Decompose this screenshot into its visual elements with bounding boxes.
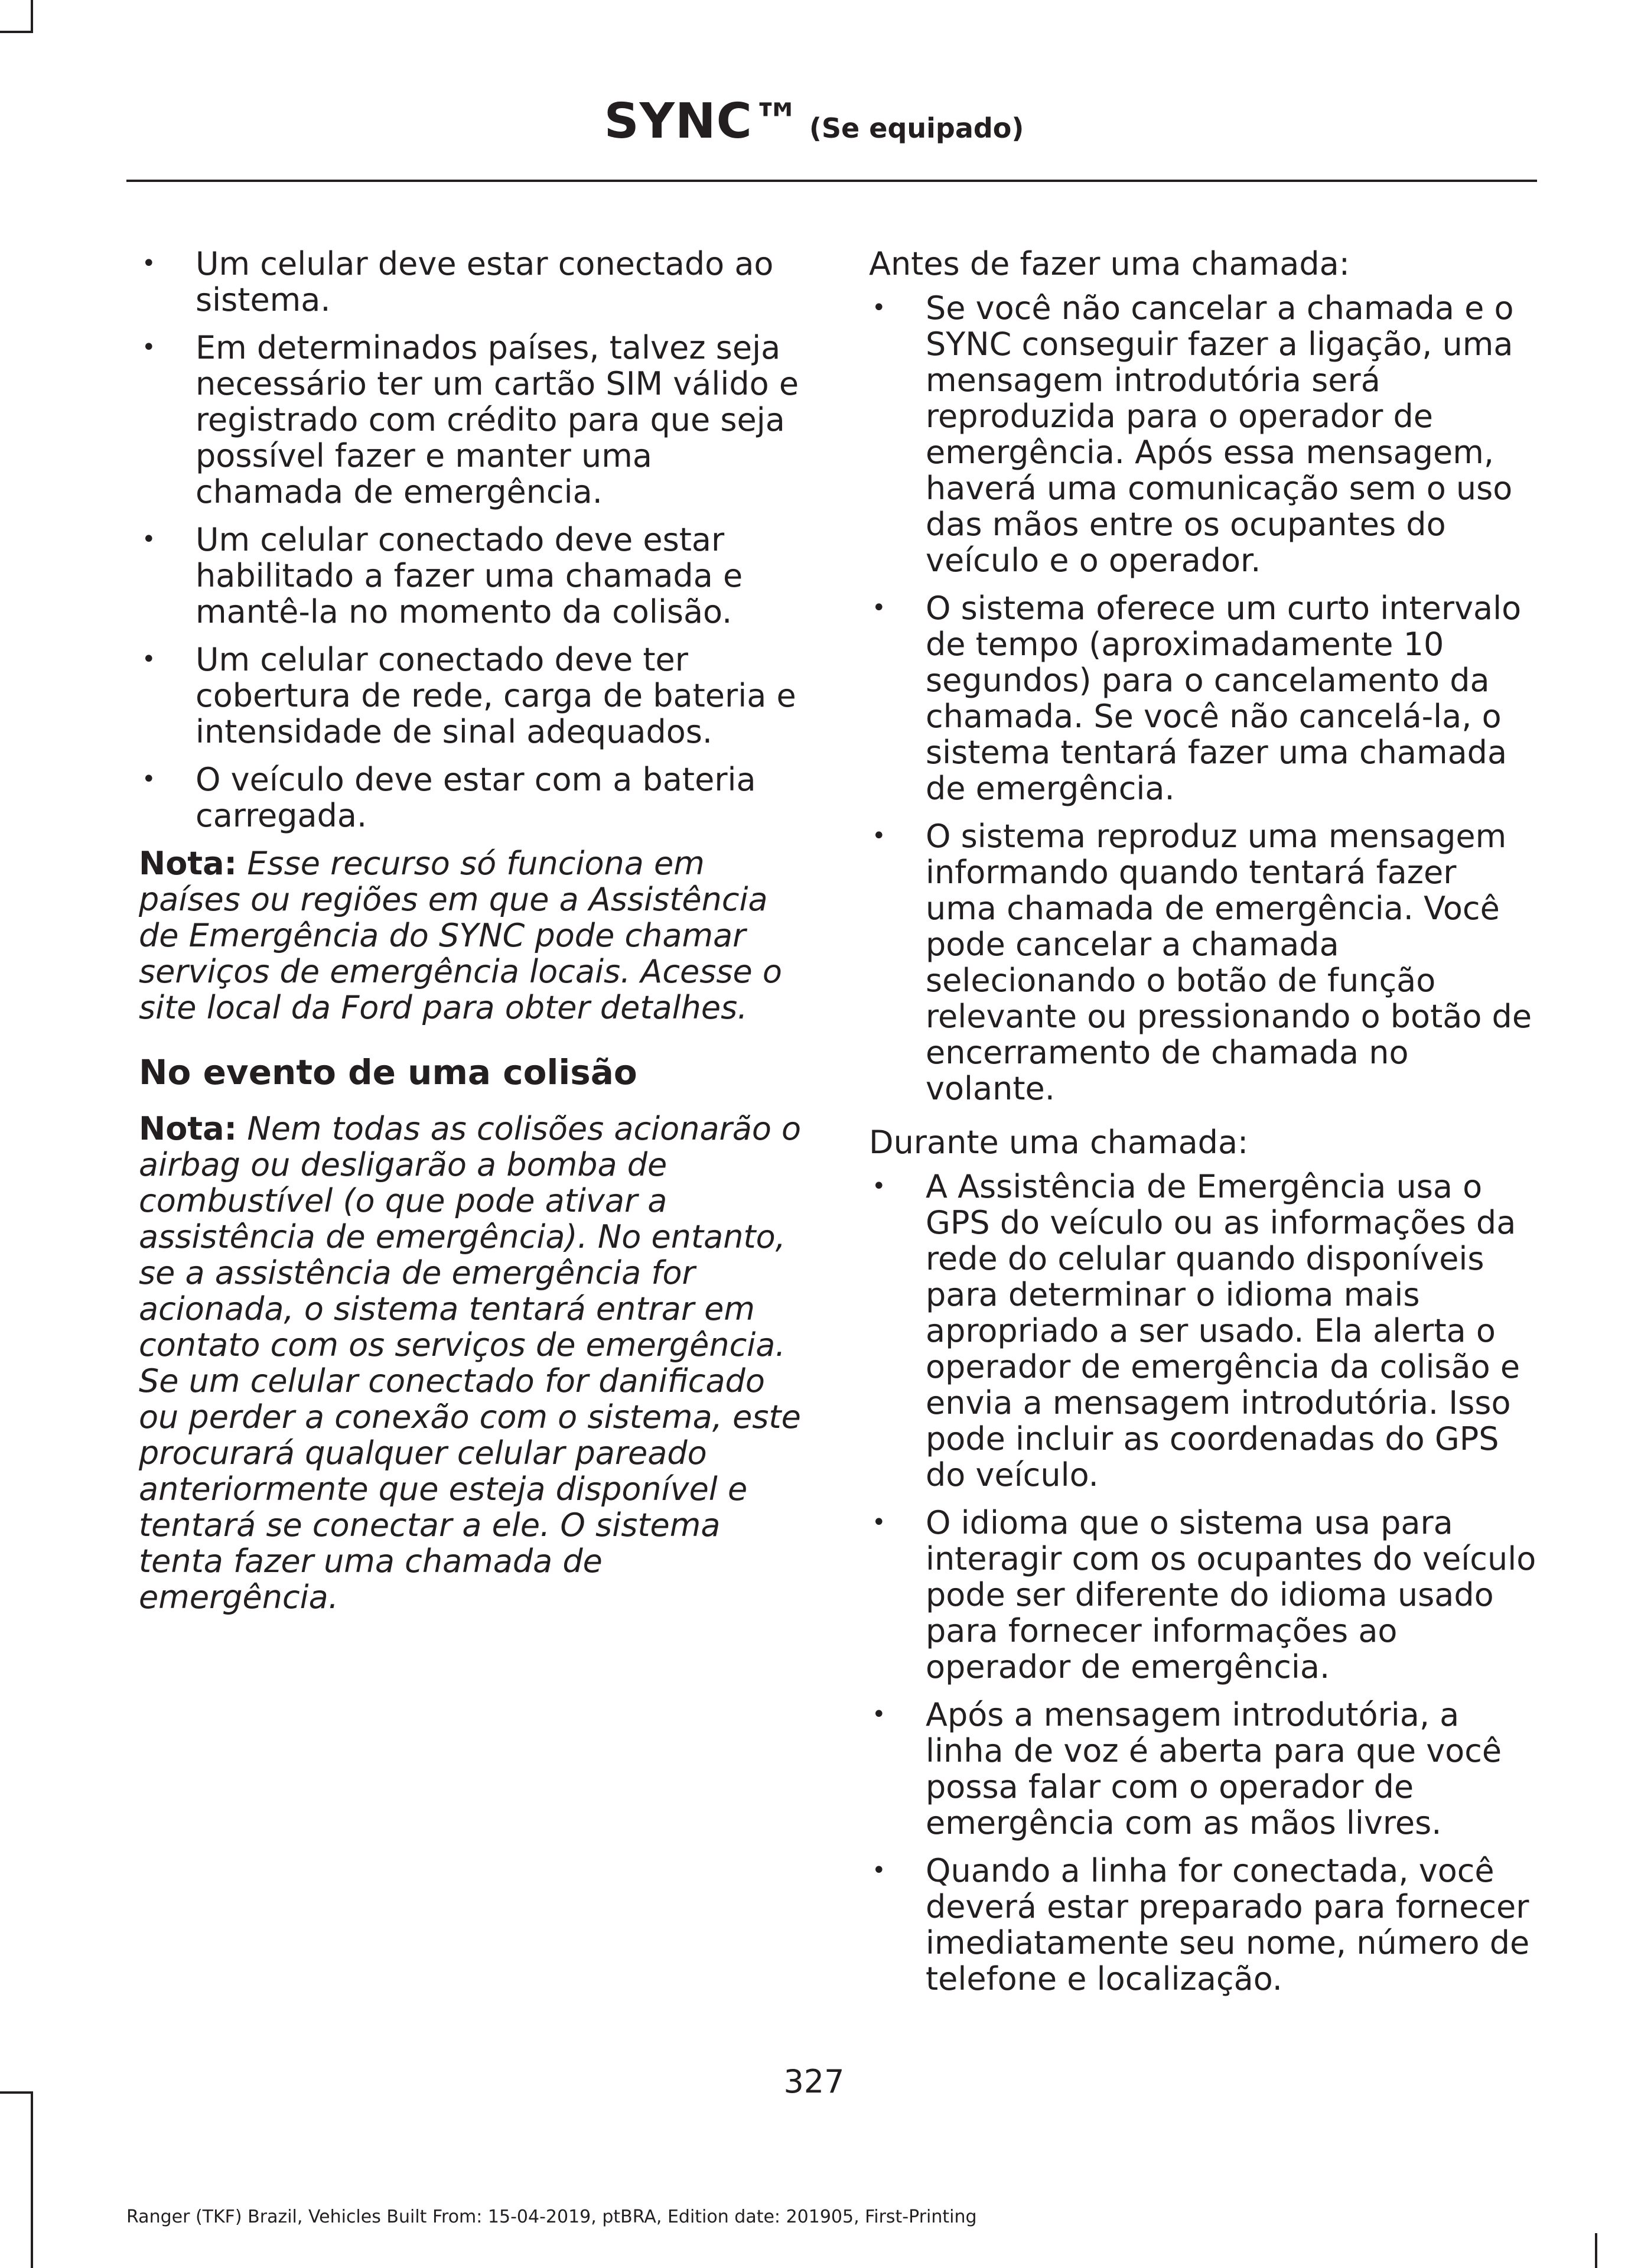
left-column [139,246,803,1627]
note-label: Nota: [139,845,237,882]
list-item: • O veículo deve estar com a bateria carregada. [142,761,756,834]
list-item: • O sistema oferece um curto intervalo de tempo (aproximadamente 10 segundos) para o cancelamento da chamada. Se você não cancelá-la, o sistema tentará fazer uma chamada de emergência. [872,590,1522,807]
bullet-icon: • [872,1701,886,1728]
list-item: • O idioma que o sistema usa para interagir com os ocupantes do veículo pode ser diferente do idioma usado para fornecer informações ao operador de emergência. [872,1504,1536,1685]
bullet-icon: • [142,766,156,793]
header-title: SYNC™ [604,93,802,149]
during-call-list [869,1169,1537,1997]
bullet-icon: • [872,1857,886,1884]
list-item: • Em determinados países, talvez seja necessário ter um cartão SIM válido e registrado com crédito para que seja possível fazer e manter uma chamada de emergência. [142,329,799,510]
footer-text: Ranger (TKF) Brazil, Vehicles Built From: 15-04-2019, ptBRA, Edition date: 201905, First-Printing [126,2207,977,2227]
crop-mark [31,0,33,31]
header-divider [126,180,1537,182]
before-call-label: Antes de fazer uma chamada: [869,245,1350,282]
bullet-icon: • [142,526,156,553]
list-item: • Quando a linha for conectada, você deverá estar preparado para fornecer imediatamente seu nome, número de telefone e localização. [872,1852,1530,1997]
crop-mark [1595,2233,1597,2268]
note-paragraph [139,845,803,1026]
list-item: • A Assistência de Emergência usa o GPS do veículo ou as informações da rede do celular quando disponíveis para determinar o idioma mais apropriado a ser usado. Ela alerta o operador de emergência da colisão e envia a mensagem introdutória. Isso pode incluir as coordenadas do GPS do veículo. [872,1168,1520,1493]
page-number: 327 [783,2063,845,2100]
list-item: • Um celular conectado deve estar habilitado a fazer uma chamada e mantê-la no momento da colisão. [142,521,743,630]
bullet-icon: • [872,1173,886,1200]
page-header [0,93,1628,149]
header-subtitle: (Se equipado) [809,112,1024,144]
during-call-label: Durante uma chamada: [869,1124,1249,1161]
right-column [869,246,1537,2009]
section-heading: No evento de uma colisão [139,1052,637,1092]
before-call-list [869,290,1537,1107]
bullet-icon: • [872,1509,886,1536]
crop-mark [31,2091,33,2268]
note-text: Esse recurso só funciona em países ou regiões em que a Assistência de Emergência do SYNC pode chamar serviços de emergência locais. Acesse o site local da Ford para obter detalhes. [139,845,782,1026]
list-item: • Após a mensagem introdutória, a linha de voz é aberta para que você possa falar com o operador de emergência com as mãos livres. [872,1696,1502,1841]
list-item: • Se você não cancelar a chamada e o SYNC conseguir fazer a ligação, uma mensagem introdutória será reproduzida para o operador de emergência. Após essa mensagem, haverá uma comunicação sem o uso das mãos entre os ocupantes do veículo e o operador. [872,289,1514,579]
bullet-icon: • [142,250,156,277]
note-label: Nota: [139,1110,237,1147]
bullet-icon: • [142,646,156,673]
requirements-list [139,246,803,834]
list-item: • Um celular deve estar conectado ao sistema. [142,245,774,318]
bullet-icon: • [872,294,886,321]
note-paragraph [139,1111,803,1615]
list-item: • O sistema reproduz uma mensagem informando quando tentará fazer uma chamada de emergência. Você pode cancelar a chamada selecionando o botão de função relevante ou pressionando o botão de encerramento de chamada no volante. [872,818,1532,1107]
note-text: Nem todas as colisões acionarão o airbag ou desligarão a bomba de combustível (o que pode ativar a assistência de emergência). No entanto, se a assistência de emergência for acionada, o sistema tentará entrar em contato com os serviços de emergência. Se um celular conectado for danificado ou perder a conexão com o sistema, este procurará qualquer celular pareado anteriormente que esteja disponível e tentará se conectar a ele. O sistema tenta fazer uma chamada de emergência. [139,1110,802,1616]
bullet-icon: • [872,594,886,621]
bullet-icon: • [872,822,886,850]
crop-mark [0,31,33,33]
bullet-icon: • [142,334,156,361]
list-item: • Um celular conectado deve ter cobertura de rede, carga de bateria e intensidade de sinal adequados. [142,641,796,750]
